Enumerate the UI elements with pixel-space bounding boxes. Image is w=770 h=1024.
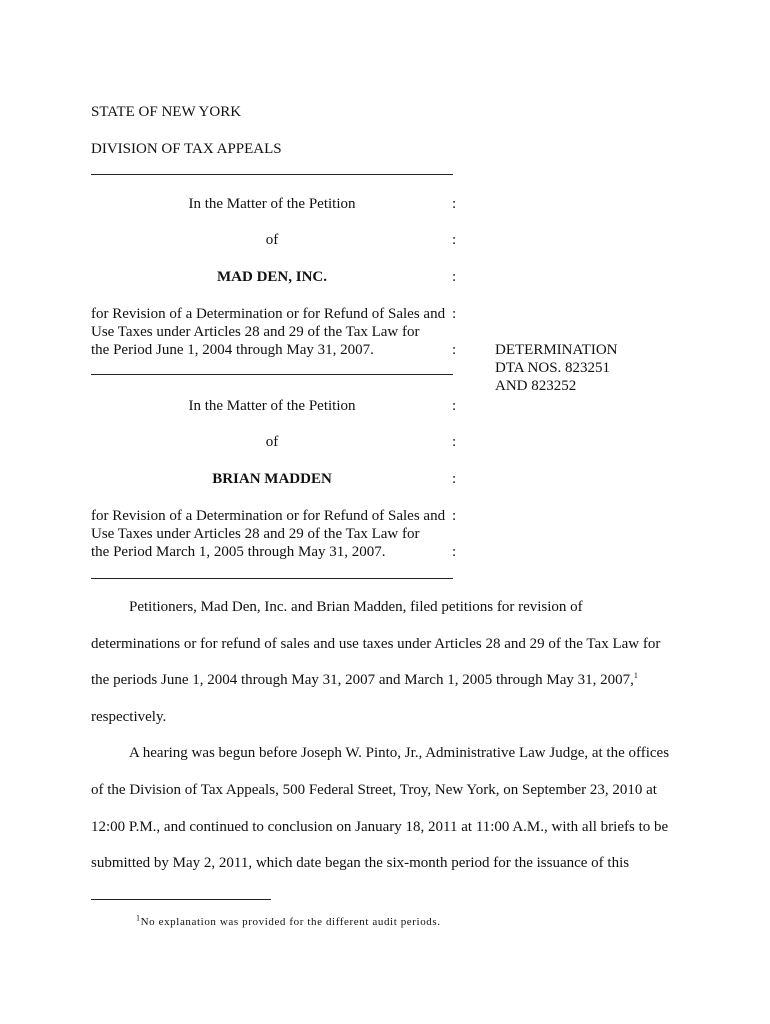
caption-bottom-rule (91, 578, 453, 579)
footnote-text: No explanation was provided for the different audit periods. (140, 916, 441, 928)
paragraph-line: Petitioners, Mad Den, Inc. and Brian Madden, filed petitions for revision of (129, 599, 583, 615)
matter-2-line-2: Use Taxes under Articles 28 and 29 of the Tax Law for (91, 526, 420, 542)
footnote (136, 913, 441, 928)
caption-top-rule (91, 174, 453, 175)
paragraph-line: 12:00 P.M., and continued to conclusion on January 18, 2011 at 11:00 A.M., with all briefs to be (91, 819, 669, 835)
matter-1-of: of (265, 232, 279, 248)
paragraph-line: of the Division of Tax Appeals, 500 Federal Street, Troy, New York, on September 23, 2010 at (91, 782, 657, 798)
matter-2-line-3: the Period March 1, 2005 through May 31, 2007. (91, 544, 386, 560)
caption-colon: : (452, 544, 457, 560)
division-heading: DIVISION OF TAX APPEALS (91, 141, 282, 157)
footnote-number: 1 (136, 913, 141, 923)
dta-numbers-line-2: AND 823252 (495, 378, 577, 394)
matter-1-line-2: Use Taxes under Articles 28 and 29 of the Tax Law for (91, 324, 420, 340)
caption-colon: : (452, 269, 457, 285)
determination-title: DETERMINATION (495, 342, 618, 358)
caption-colon: : (452, 196, 457, 212)
matter-1-description (91, 305, 461, 359)
paragraph-line: A hearing was begun before Joseph W. Pinto, Jr., Administrative Law Judge, at the offices (129, 745, 670, 761)
state-heading: STATE OF NEW YORK (91, 104, 242, 120)
caption-colon: : (452, 306, 457, 322)
paragraph-line-text: the periods June 1, 2004 through May 31, 2007 and March 1, 2005 through May 31, 2007, (91, 672, 634, 688)
caption-colon: : (452, 342, 457, 358)
caption-colon: : (452, 232, 457, 248)
caption-colon: : (452, 434, 457, 450)
matter-1-petitioner: MAD DEN, INC. (217, 269, 327, 285)
caption-colon: : (452, 398, 457, 414)
caption-middle-rule (91, 374, 453, 375)
footnote-rule (91, 899, 271, 900)
matter-1-line-3: the Period June 1, 2004 through May 31, 2007. (91, 342, 374, 358)
matter-2-line-1: for Revision of a Determination or for Refund of Sales and (91, 508, 446, 524)
paragraph-line: respectively. (91, 709, 167, 725)
matter-2-description (91, 507, 461, 561)
caption-colon: : (452, 471, 457, 487)
paragraph-line (91, 670, 691, 690)
matter-1-intro: In the Matter of the Petition (188, 196, 356, 212)
paragraph-line: submitted by May 2, 2011, which date began the six-month period for the issuance of this (91, 855, 630, 871)
dta-numbers-line-1: DTA NOS. 823251 (495, 360, 611, 376)
matter-2-petitioner: BRIAN MADDEN (212, 471, 332, 487)
caption-colon: : (452, 508, 457, 524)
matter-2-of: of (265, 434, 279, 450)
paragraph-line: determinations or for refund of sales and use taxes under Articles 28 and 29 of the Tax Law for (91, 636, 661, 652)
matter-1-line-1: for Revision of a Determination or for Refund of Sales and (91, 306, 446, 322)
footnote-reference: 1 (633, 671, 638, 680)
matter-2-intro: In the Matter of the Petition (188, 398, 356, 414)
